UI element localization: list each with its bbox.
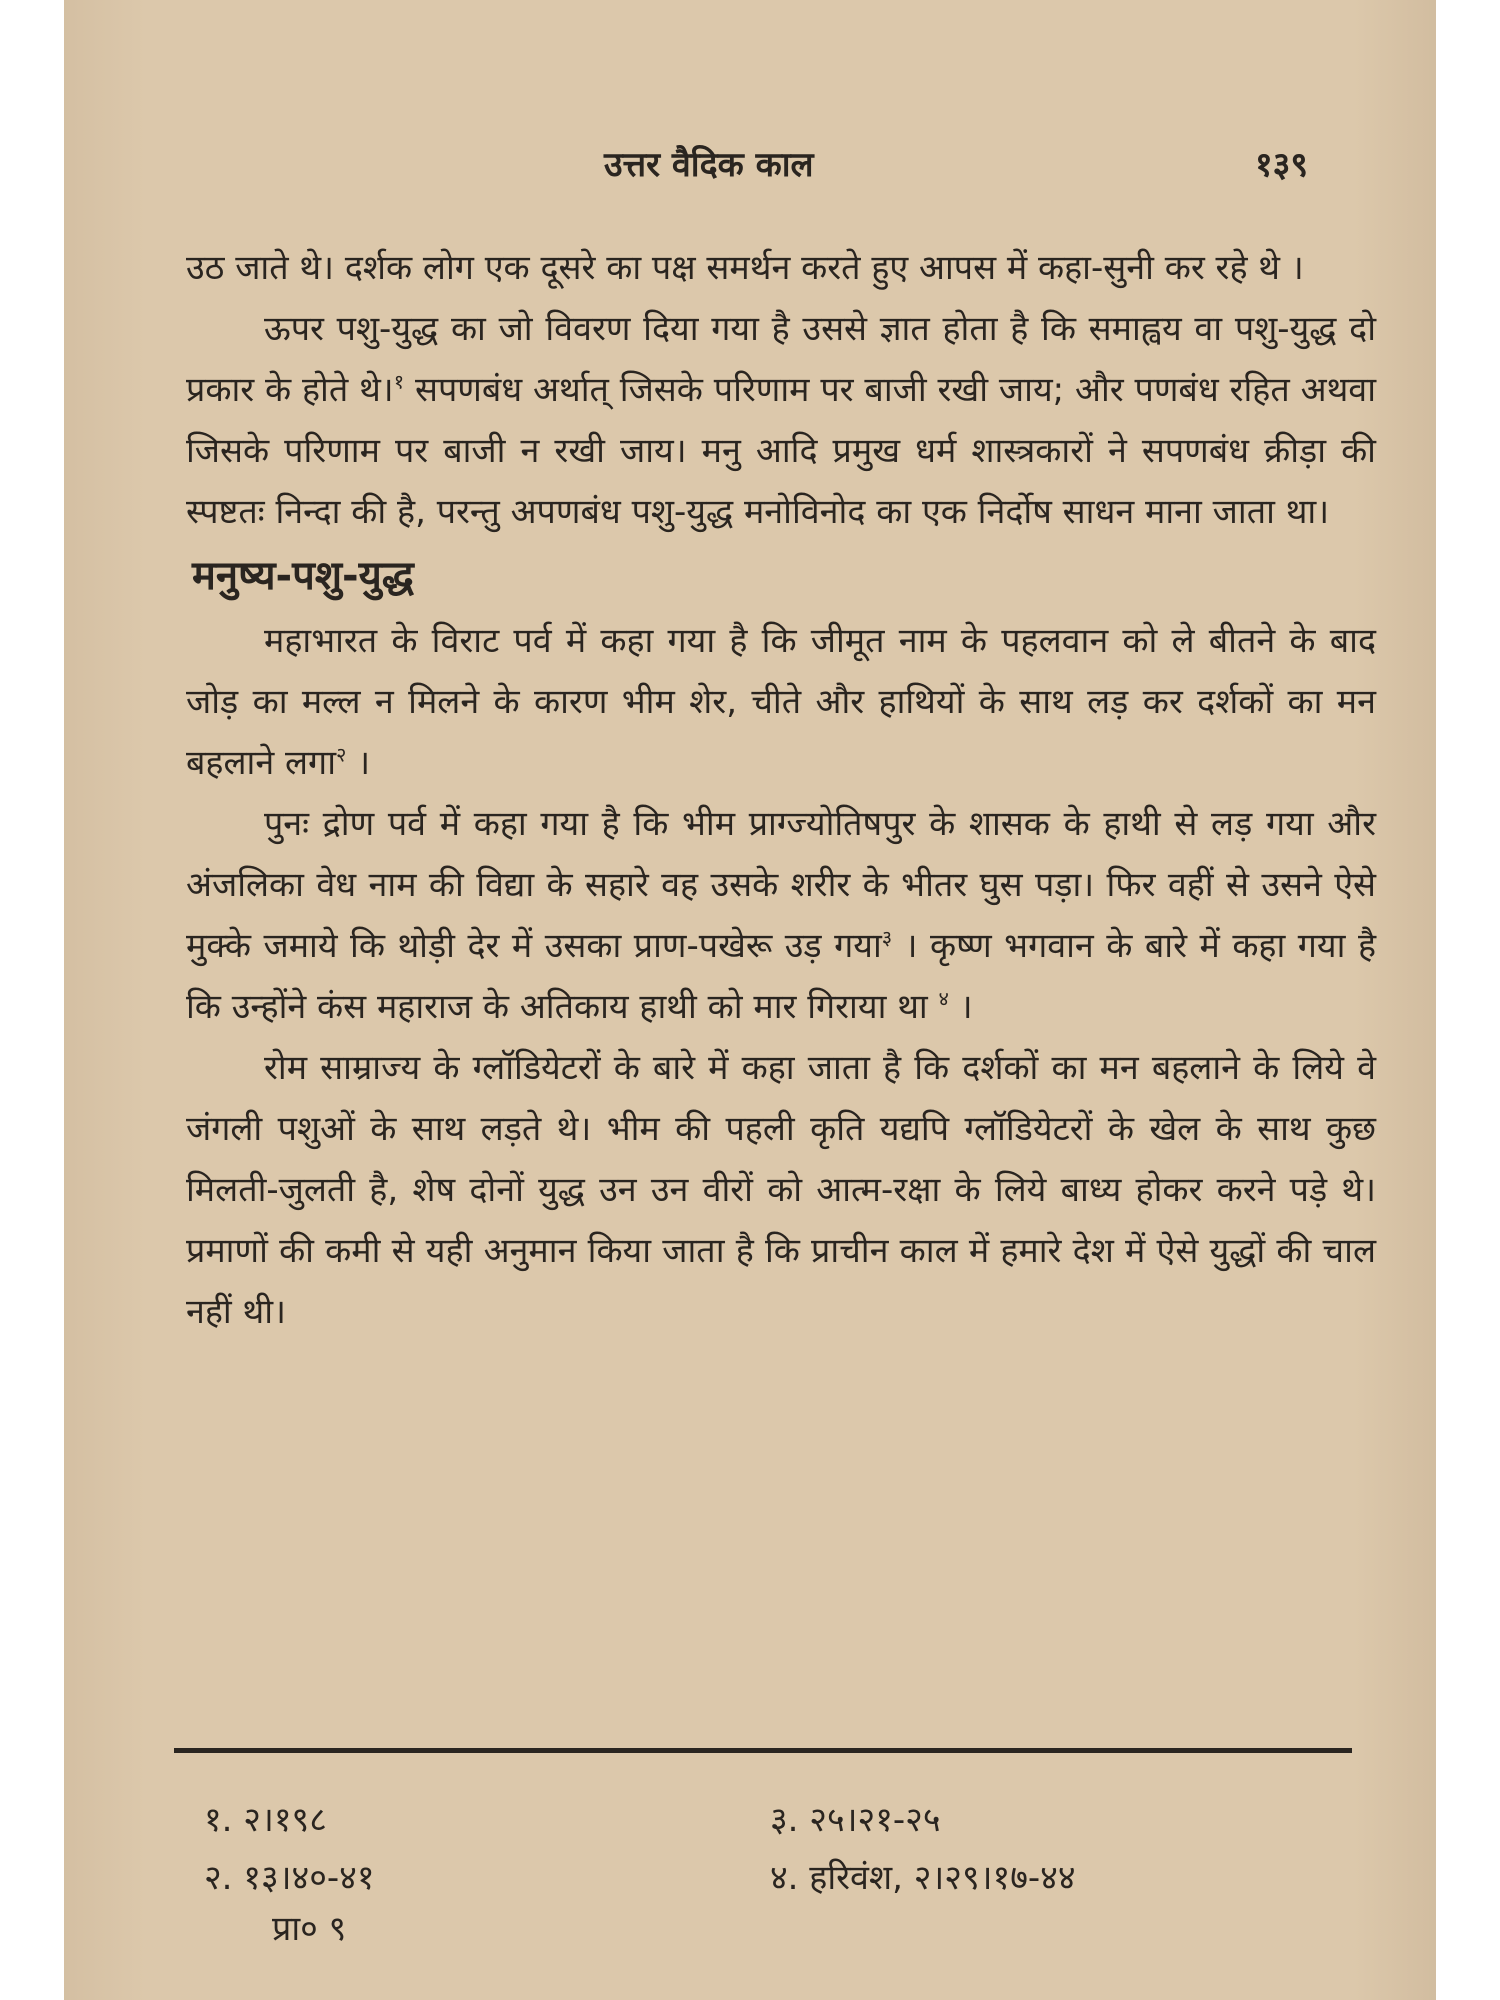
paragraph-text: ऊपर पशु-युद्ध का जो विवरण दिया गया है उससे ज्ञात होता है कि समाह्वय वा पशु-युद्ध दो प्रकार के होते थे। (186, 309, 1376, 410)
paragraph (186, 1038, 1376, 1343)
paragraph-text: रोम साम्राज्य के ग्लॉडियेटरों के बारे में कहा जाता है कि दर्शकों का मन बहलाने के लिये वे जंगली पशुओं के साथ लड़ते थे। भीम की पहली कृति यद्यपि ग्लॉडियेटरों के खेल के साथ कुछ मिलती-जुलती है, शेष दोनों युद्ध उन उन वीरों को आत्म-रक्षा के लिये बाध्य होकर करने पड़े थे। प्रमाणों की कमी से यही अनुमान किया जाता है कि प्राचीन काल में हमारे देश में ऐसे युद्धों की चाल नहीं थी। (186, 1048, 1376, 1332)
danda: । (959, 987, 973, 1027)
paragraph-text: उठ जाते थे। दर्शक लोग एक दूसरे का पक्ष समर्थन करते हुए आपस में कहा-सुनी कर रहे थे । (186, 248, 1304, 288)
signature-mark: प्रा० ९ (272, 1909, 347, 1949)
footnote-mark: ३ (881, 925, 893, 950)
footnote: २. १३।४०-४१ (204, 1858, 375, 1898)
footnote: ३. २५।२१-२५ (770, 1800, 941, 1840)
danda: । (357, 743, 371, 783)
paragraph (186, 238, 1376, 299)
book-page (64, 0, 1436, 2000)
footnote: १. २।१९८ (204, 1800, 327, 1840)
footnote: ४. हरिवंश, २।२९।१७-४४ (770, 1858, 1076, 1898)
paragraph (186, 794, 1376, 1038)
paragraph-text: । कृष्ण भगवान के बारे में कहा गया है कि उन्होंने कंस महाराज के अतिकाय हाथी को मार गिराया था (186, 926, 1376, 1027)
main-text (186, 238, 1376, 1343)
footnote-mark: २ (336, 742, 347, 767)
footnote-mark: ४ (938, 986, 949, 1011)
paragraph-text: महाभारत के विराट पर्व में कहा गया है कि जीमूत नाम के पहलवान को ले बीतने के बाद जोड़ का मल्ल न मिलने के कारण भीम शेर, चीते और हाथियों के साथ लड़ कर दर्शकों का मन बहलाने लगा (186, 621, 1376, 783)
section-heading: मनुष्य-पशु-युद्ध (192, 553, 414, 599)
page-number: १३९ (1254, 145, 1308, 185)
footnote-divider (174, 1748, 1352, 1753)
page-header (64, 140, 1436, 200)
paragraph (186, 611, 1376, 794)
paragraph-text: सपणबंध अर्थात् जिसके परिणाम पर बाजी रखी जाय; और पणबंध रहित अथवा जिसके परिणाम पर बाजी न रखी जाय। मनु आदि प्रमुख धर्म शास्त्रकारों ने सपणबंध क्रीड़ा की स्पष्टतः निन्दा की है, परन्तु अपणबंध पशु-युद्ध मनोविनोद का एक निर्दोष साधन माना जाता था। (186, 370, 1376, 532)
paragraph (186, 299, 1376, 543)
footnote-mark: १ (393, 369, 405, 394)
paragraph-text: पुनः द्रोण पर्व में कहा गया है कि भीम प्राग्ज्योतिषपुर के शासक के हाथी से लड़ गया और अंजलिका वेध नाम की विद्या के सहारे वह उसके शरीर के भीतर घुस पड़ा। फिर वहीं से उसने ऐसे मुक्के जमाये कि थोड़ी देर में उसका प्राण-पखेरू उड़ गया (186, 804, 1376, 966)
running-head: उत्तर वैदिक काल (604, 145, 814, 185)
